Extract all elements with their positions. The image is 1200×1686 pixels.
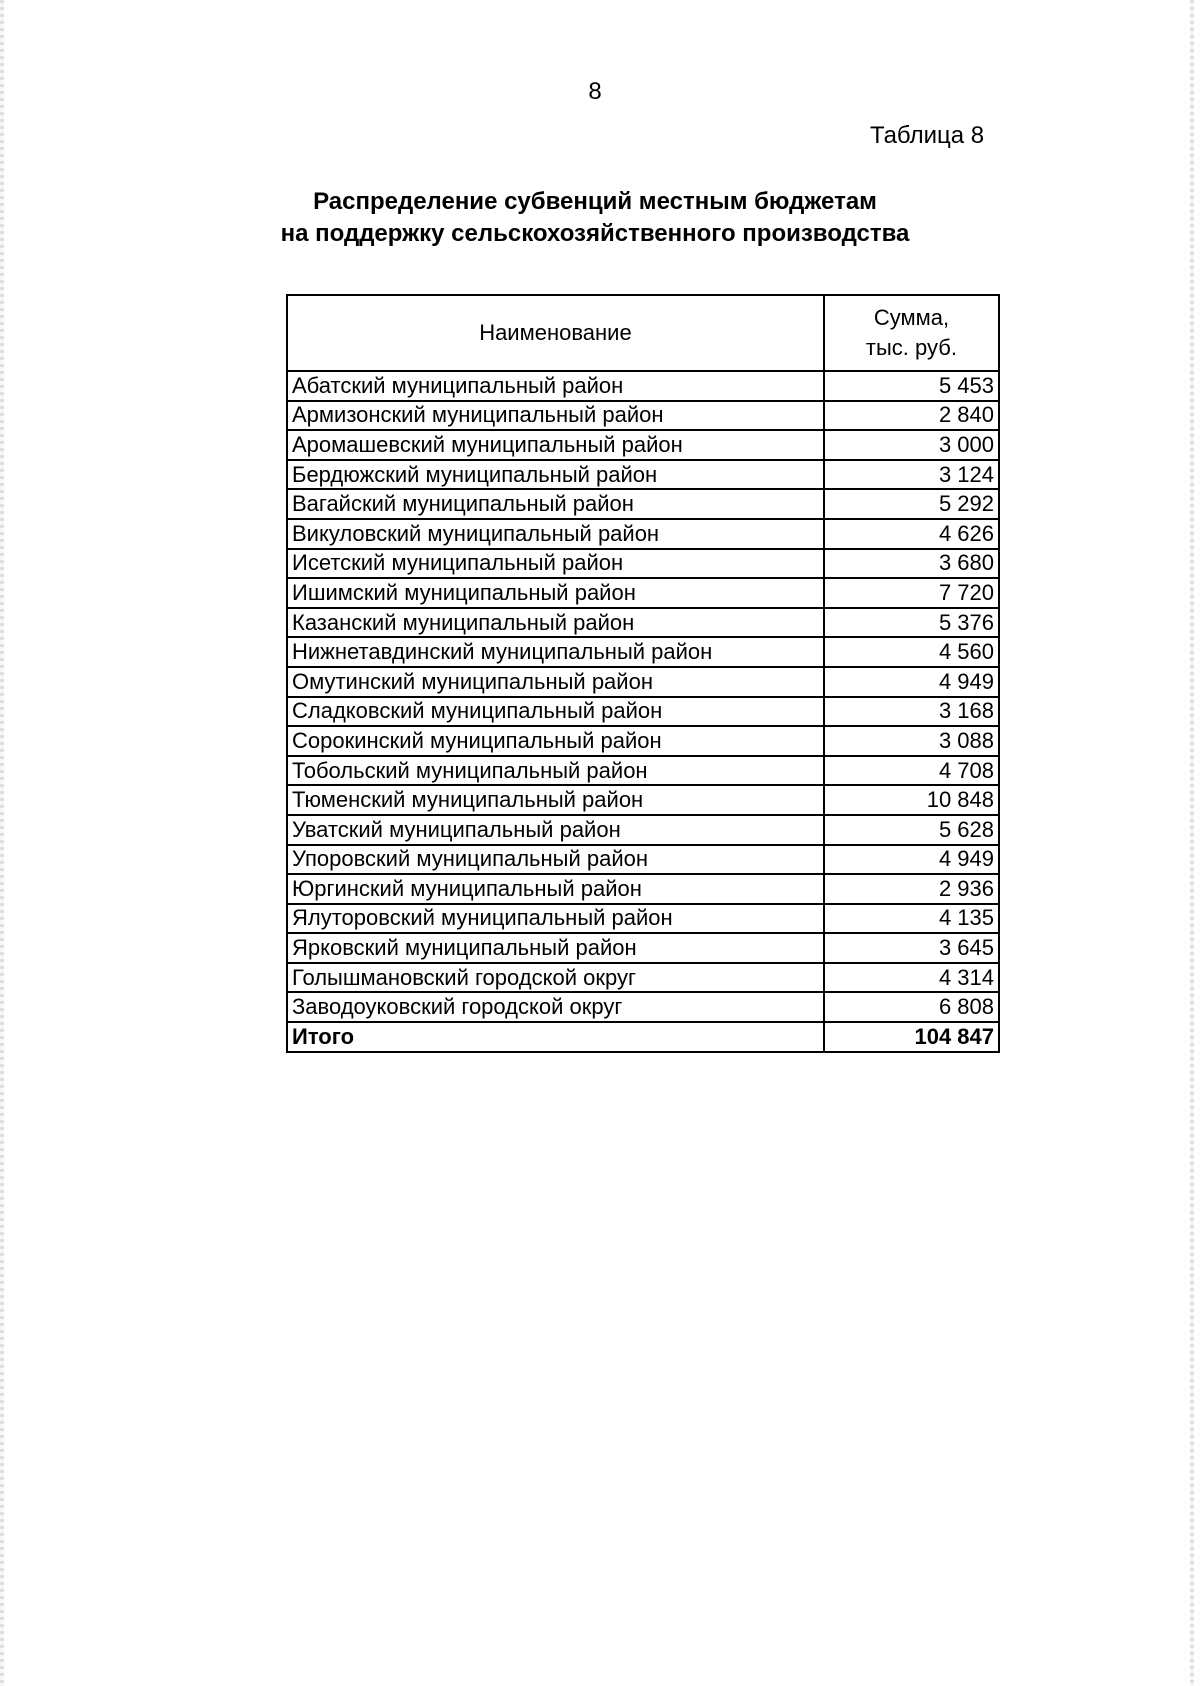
row-sum: 3 645 bbox=[824, 933, 999, 963]
table-row bbox=[287, 608, 999, 638]
row-sum: 3 088 bbox=[824, 726, 999, 756]
header-name: Наименование bbox=[287, 295, 824, 371]
table-row bbox=[287, 904, 999, 934]
table-row bbox=[287, 785, 999, 815]
row-name: Нижнетавдинский муниципальный район bbox=[287, 637, 824, 667]
table-row bbox=[287, 697, 999, 727]
row-name: Ялуторовский муниципальный район bbox=[287, 904, 824, 934]
row-sum: 3 168 bbox=[824, 697, 999, 727]
row-sum: 7 720 bbox=[824, 578, 999, 608]
table-row bbox=[287, 519, 999, 549]
row-name: Упоровский муниципальный район bbox=[287, 845, 824, 875]
row-sum: 4 949 bbox=[824, 845, 999, 875]
row-sum: 10 848 bbox=[824, 785, 999, 815]
row-name: Тобольский муниципальный район bbox=[287, 756, 824, 786]
scan-edge-right bbox=[1190, 0, 1194, 1686]
row-sum: 3 000 bbox=[824, 430, 999, 460]
table-label: Таблица 8 bbox=[870, 122, 985, 149]
table-row bbox=[287, 874, 999, 904]
row-sum: 4 314 bbox=[824, 963, 999, 993]
row-name: Казанский муниципальный район bbox=[287, 608, 824, 638]
table-row bbox=[287, 667, 999, 697]
page-number: 8 bbox=[588, 78, 602, 105]
header-sum bbox=[824, 295, 999, 371]
row-name: Омутинский муниципальный район bbox=[287, 667, 824, 697]
table-row bbox=[287, 489, 999, 519]
row-name: Бердюжский муниципальный район bbox=[287, 460, 824, 490]
row-sum: 5 453 bbox=[824, 371, 999, 401]
row-name: Исетский муниципальный район bbox=[287, 549, 824, 579]
table-header-row bbox=[287, 295, 999, 371]
table-row bbox=[287, 430, 999, 460]
table-row bbox=[287, 992, 999, 1022]
table-row bbox=[287, 815, 999, 845]
row-sum: 4 560 bbox=[824, 637, 999, 667]
table-row bbox=[287, 726, 999, 756]
title-line-1: Распределение субвенций местным бюджетам bbox=[313, 188, 877, 215]
row-sum: 5 376 bbox=[824, 608, 999, 638]
row-name: Ярковский муниципальный район bbox=[287, 933, 824, 963]
row-sum: 3 680 bbox=[824, 549, 999, 579]
row-name: Абатский муниципальный район bbox=[287, 371, 824, 401]
row-sum: 4 135 bbox=[824, 904, 999, 934]
row-sum: 5 628 bbox=[824, 815, 999, 845]
row-name: Сорокинский муниципальный район bbox=[287, 726, 824, 756]
total-sum: 104 847 bbox=[824, 1022, 999, 1052]
row-name: Аромашевский муниципальный район bbox=[287, 430, 824, 460]
title-line-2: на поддержку сельскохозяйственного производства bbox=[280, 220, 910, 247]
table-body bbox=[287, 371, 999, 1052]
row-name: Армизонский муниципальный район bbox=[287, 401, 824, 431]
row-sum: 4 949 bbox=[824, 667, 999, 697]
row-name: Голышмановский городской округ bbox=[287, 963, 824, 993]
table-row bbox=[287, 756, 999, 786]
row-sum: 2 936 bbox=[824, 874, 999, 904]
table-row bbox=[287, 637, 999, 667]
row-sum: 2 840 bbox=[824, 401, 999, 431]
table-row bbox=[287, 401, 999, 431]
header-sum-line-1: Сумма, bbox=[873, 305, 950, 330]
row-name: Юргинский муниципальный район bbox=[287, 874, 824, 904]
table-row bbox=[287, 933, 999, 963]
table-row bbox=[287, 963, 999, 993]
row-sum: 4 708 bbox=[824, 756, 999, 786]
row-name: Ишимский муниципальный район bbox=[287, 578, 824, 608]
row-sum: 4 626 bbox=[824, 519, 999, 549]
total-row bbox=[287, 1022, 999, 1052]
row-sum: 3 124 bbox=[824, 460, 999, 490]
table-row bbox=[287, 460, 999, 490]
table-row bbox=[287, 578, 999, 608]
scan-edge-left bbox=[0, 0, 4, 1686]
table-row bbox=[287, 845, 999, 875]
row-sum: 5 292 bbox=[824, 489, 999, 519]
row-name: Сладковский муниципальный район bbox=[287, 697, 824, 727]
table-row bbox=[287, 549, 999, 579]
total-name: Итого bbox=[287, 1022, 824, 1052]
table-row bbox=[287, 371, 999, 401]
row-name: Тюменский муниципальный район bbox=[287, 785, 824, 815]
subsidies-table bbox=[286, 294, 1000, 1053]
row-name: Заводоуковский городской округ bbox=[287, 992, 824, 1022]
row-name: Уватский муниципальный район bbox=[287, 815, 824, 845]
row-name: Викуловский муниципальный район bbox=[287, 519, 824, 549]
header-sum-line-2: тыс. руб. bbox=[865, 335, 957, 360]
row-sum: 6 808 bbox=[824, 992, 999, 1022]
document-title bbox=[0, 186, 1190, 250]
row-name: Вагайский муниципальный район bbox=[287, 489, 824, 519]
